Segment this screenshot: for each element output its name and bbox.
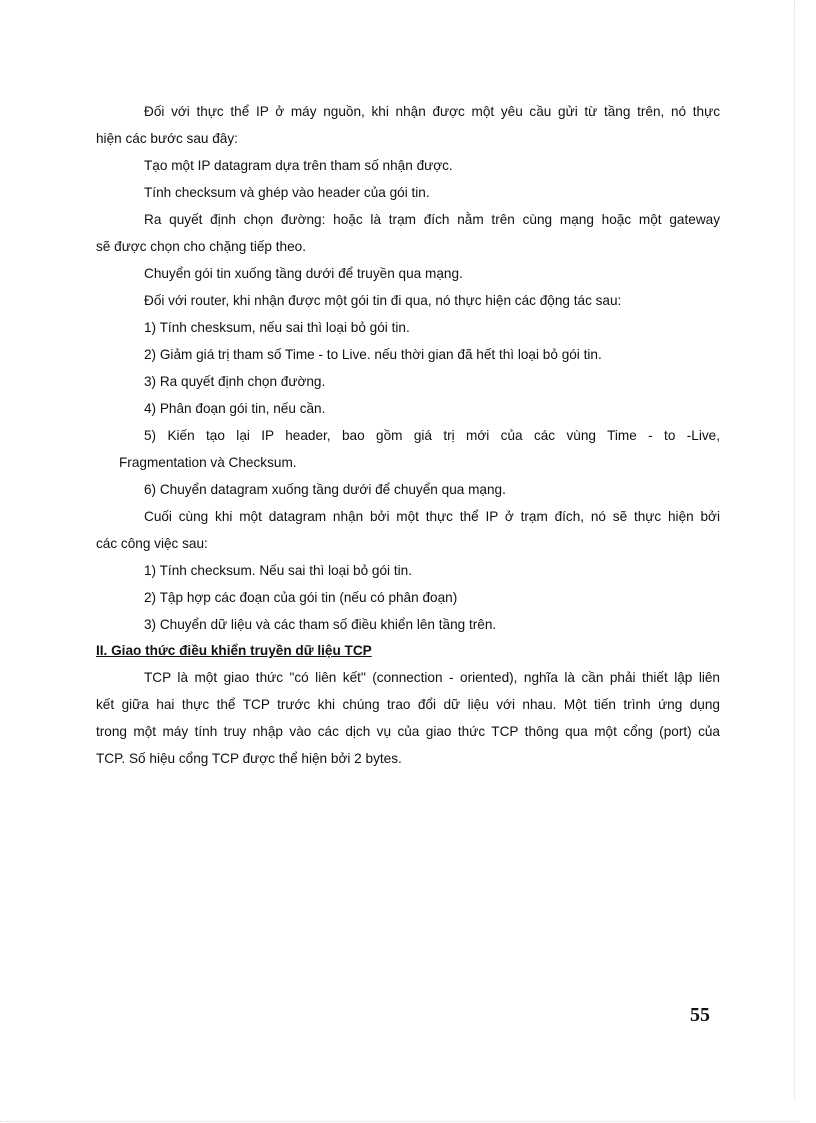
list-item-continuation: Fragmentation và Checksum. <box>119 455 297 470</box>
list-item: 1) Tính chesksum, nếu sai thì loại bỏ gói tin. <box>144 320 410 335</box>
page-edge-bottom <box>0 1121 800 1122</box>
list-item: 4) Phân đoạn gói tin, nếu cần. <box>144 401 326 416</box>
list-item: 6) Chuyển datagram xuống tầng dưới để chuyển qua mạng. <box>144 482 506 497</box>
list-item: 1) Tính checksum. Nếu sai thì loại bỏ gói tin. <box>144 563 412 578</box>
paragraph-line: kết giữa hai thực thể TCP trước khi chúng trao đổi dữ liệu với nhau. Một tiến trình ứng dụng <box>96 697 720 712</box>
list-item: 5) Kiến tạo lại IP header, bao gồm giá trị mới của các vùng Time - to -Live, <box>144 428 720 443</box>
paragraph-line: hiện các bước sau đây: <box>96 131 238 146</box>
paragraph-line: Cuối cùng khi một datagram nhận bởi một thực thể IP ở trạm đích, nó sẽ thực hiện bởi <box>144 509 720 524</box>
paragraph-line: Đối với thực thể IP ở máy nguồn, khi nhận được một yêu cầu gửi từ tầng trên, nó thực <box>144 104 720 119</box>
paragraph-line: Tạo một IP datagram dựa trên tham số nhận được. <box>144 158 453 173</box>
page-edge-right <box>794 0 795 1100</box>
paragraph-line: Chuyển gói tin xuống tầng dưới để truyền qua mạng. <box>144 266 463 281</box>
paragraph-line: Đối với router, khi nhận được một gói tin đi qua, nó thực hiện các động tác sau: <box>144 293 622 308</box>
paragraph-line: các công việc sau: <box>96 536 208 551</box>
list-item: 2) Giảm giá trị tham số Time - to Live. nếu thời gian đã hết thì loại bỏ gói tin. <box>144 347 602 362</box>
paragraph-line: Tính checksum và ghép vào header của gói tin. <box>144 185 430 200</box>
page-number: 55 <box>690 1004 710 1026</box>
paragraph-line: sẽ được chọn cho chặng tiếp theo. <box>96 239 306 254</box>
list-item: 3) Chuyển dữ liệu và các tham số điều khiển lên tầng trên. <box>144 617 497 632</box>
list-item: 3) Ra quyết định chọn đường. <box>144 374 326 389</box>
section-heading: II. Giao thức điều khiển truyền dữ liệu TCP <box>96 643 372 658</box>
paragraph-line: TCP. Số hiệu cổng TCP được thể hiện bởi 2 bytes. <box>96 751 402 766</box>
list-item: 2) Tập hợp các đoạn của gói tin (nếu có phân đoạn) <box>144 590 458 605</box>
paragraph-line: trong một máy tính truy nhập vào các dịch vụ của giao thức TCP thông qua một cổng (port) của <box>96 724 720 739</box>
paragraph-line: Ra quyết định chọn đường: hoặc là trạm đích nằm trên cùng mạng hoặc một gateway <box>144 212 720 227</box>
paragraph-line: TCP là một giao thức "có liên kết" (connection - oriented), nghĩa là cần phải thiết lập liên <box>144 670 720 685</box>
